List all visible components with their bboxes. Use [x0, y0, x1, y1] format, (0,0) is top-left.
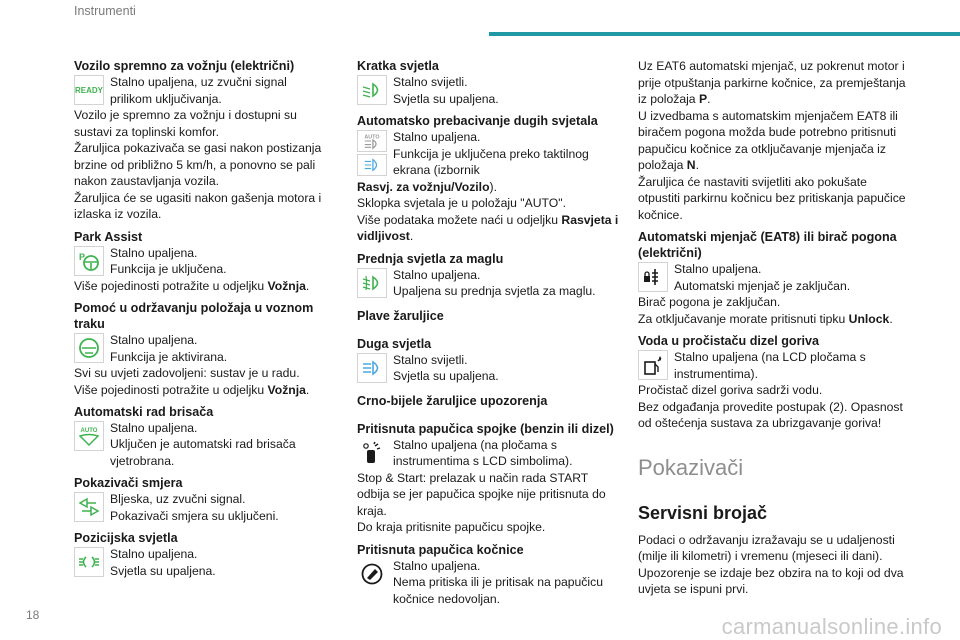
- service-para-2: Upozorenje se izdaje bez obzira na to koji od dva uvjeta se ispuni prvi.: [638, 565, 904, 596]
- svg-text:P: P: [79, 251, 86, 262]
- watermark: carmanualsonline.info: [721, 614, 942, 639]
- turn-signals-icon: [74, 492, 104, 522]
- auto-high-beam-entry: [357, 113, 619, 245]
- auto-high-beam-more: Više podataka možete naći u odjeljku Rasvjeta i vidljivost.: [357, 212, 619, 243]
- park-assist-function: Funkcija je uključena.: [110, 262, 227, 276]
- auto-high-beam-icon-text: AUTO: [364, 134, 380, 141]
- lane-assist-icon: [74, 333, 104, 363]
- auto-high-beam-icon: [357, 130, 387, 152]
- auto-high-beam-function: Funkcija je uključena preko taktilnog ekrana (izbornik: [393, 146, 589, 177]
- park-assist-entry: [74, 229, 326, 295]
- auto-high-beam-title: Automatsko prebacivanje dugih svjetala: [357, 114, 598, 128]
- ready-desc-3: Žaruljica će se ugasiti nakon gašenja motora i izlaska iz vozila.: [74, 190, 322, 221]
- front-fog-status: Stalno upaljena.: [393, 267, 481, 282]
- ready-desc-1: Vozilo je spremno za vožnju i dostupni su sustavi za toplinski komfor.: [74, 108, 297, 139]
- low-beam-entry: [357, 58, 619, 107]
- high-beam-entry: [357, 336, 619, 385]
- water-in-diesel-icon: [638, 350, 668, 380]
- clutch-pedal-status: Stalno upaljena (na pločama s instrumentima s LCD simbolima).: [393, 437, 573, 468]
- auto-high-beam-status: Stalno upaljena.: [393, 130, 481, 144]
- low-beam-icon: [357, 75, 387, 105]
- auto-high-beam-switch: Sklopka svjetala je u položaju "AUTO".: [357, 196, 566, 210]
- water-in-diesel-title: Voda u pročistaču dizel goriva: [638, 334, 820, 348]
- brake-pedal-desc: Nema pritiska ili je pritisak na papučicu kočnice nedovoljan.: [393, 575, 603, 606]
- front-fog-icon: [357, 268, 387, 298]
- brake-pedal-status: Stalno upaljena.: [393, 558, 481, 573]
- page-number: 18: [26, 608, 40, 622]
- water-in-diesel-entry: [638, 333, 908, 432]
- header-accent-bar: [489, 32, 960, 36]
- turn-signals-entry: [74, 475, 326, 524]
- park-assist-status: Stalno upaljena.: [110, 245, 198, 260]
- side-lights-title: Pozicijska svjetla: [74, 531, 178, 545]
- ready-status: Stalno upaljena, uz zvučni signal prilikom uključivanja.: [110, 75, 287, 106]
- brake-pedal-entry: [357, 542, 619, 608]
- ready-icon-text: READY: [74, 86, 104, 95]
- high-beam-icon: [357, 353, 387, 383]
- clutch-pedal-action: Do kraja pritisnite papučicu spojke.: [357, 520, 546, 534]
- auto-wiper-desc: Uključen je automatski rad brisača vjetrobrana.: [110, 437, 296, 468]
- side-lights-entry: [74, 530, 326, 579]
- eat8-note: U izvedbama s automatskim mjenjačem EAT8 ili biračem pogona možda bude potrebno pritisnuti papučicu kočnice za otključavanje mjenjača iz položaja N.: [638, 108, 898, 172]
- gearbox-entry: [638, 229, 908, 327]
- ready-icon: [74, 75, 104, 105]
- eat6-note: Uz EAT6 automatski mjenjač, uz pokrenut motor i prije otpuštanja parkirne kočnice, za premještanja iz položaja P.: [638, 59, 906, 106]
- front-fog-title: Prednja svjetla za maglu: [357, 251, 504, 266]
- park-assist-icon: [74, 246, 104, 276]
- service-para-1: Podaci o održavanju izražavaju se u udaljenosti (milje ili kilometri) i vremenu (mjeseci ili dani).: [638, 532, 895, 563]
- eat8-lamp-note: Žaruljica će nastaviti svijetliti ako pokušate otpustiti parkirnu kočnicu bez pritiskanja papučice kočnice.: [638, 174, 906, 222]
- brake-pedal-title: Pritisnuta papučica kočnice: [357, 542, 524, 557]
- water-in-diesel-desc: Pročistač dizel goriva sadrži vodu.: [638, 383, 823, 397]
- auto-wiper-icon-text: AUTO: [80, 428, 98, 434]
- lane-assist-more: Više pojedinosti potražite u odjeljku Vožnja.: [74, 382, 310, 397]
- bw-lamps-heading: Crno-bijele žaruljice upozorenja: [357, 393, 548, 408]
- section-heading: Pokazivači: [638, 454, 744, 480]
- gearbox-unlock-note: Za otključavanje morate pritisnuti tipku Unlock.: [638, 311, 893, 326]
- lane-assist-status: Stalno upaljena.: [110, 333, 198, 347]
- water-in-diesel-action: Bez odgađanja provedite postupak (2). Opasnost od oštećenja sustava za ubrizgavanje goriva!: [638, 399, 903, 430]
- brake-pedal-icon: [357, 559, 387, 589]
- low-beam-desc: Svjetla su upaljena.: [393, 91, 499, 106]
- header-title: Instrumenti: [74, 4, 136, 18]
- ready-entry: [74, 58, 326, 223]
- auto-high-beam-menu: Rasvj. za vožnju/Vozilo).: [357, 179, 497, 194]
- gearbox-lock-icon: [638, 262, 668, 292]
- lane-assist-function: Funkcija je aktivirana.: [110, 349, 228, 364]
- clutch-pedal-icon: [357, 438, 387, 468]
- auto-wiper-icon: [74, 421, 104, 451]
- clutch-pedal-entry: [357, 421, 619, 536]
- column-2: [357, 58, 619, 613]
- park-assist-more: Više pojedinosti potražite u odjeljku Vožnja.: [74, 278, 310, 293]
- low-beam-title: Kratka svjetla: [357, 59, 439, 73]
- gearbox-status: Stalno upaljena.: [674, 262, 762, 276]
- auto-wiper-title: Automatski rad brisača: [74, 405, 214, 419]
- high-beam-status: Stalno svijetli.: [393, 352, 468, 367]
- low-beam-status: Stalno svijetli.: [393, 75, 468, 89]
- lane-assist-conditions: Svi su uvjeti zadovoljeni: sustav je u radu.: [74, 366, 300, 380]
- high-beam-title: Duga svjetla: [357, 336, 432, 351]
- side-lights-status: Stalno upaljena.: [110, 547, 198, 561]
- high-beam-desc: Svjetla su upaljena.: [393, 369, 499, 383]
- column-3: [638, 58, 908, 598]
- gearbox-title: Automatski mjenjač (EAT8) ili birač pogona (električni): [638, 230, 897, 260]
- clutch-pedal-title: Pritisnuta papučica spojke (benzin ili dizel): [357, 421, 614, 436]
- front-fog-desc: Upaljena su prednja svjetla za maglu.: [393, 284, 596, 298]
- turn-signals-title: Pokazivači smjera: [74, 476, 183, 490]
- auto-wiper-status: Stalno upaljena.: [110, 421, 198, 435]
- ready-title: Vozilo spremno za vožnju (električni): [74, 59, 295, 73]
- gearbox-desc: Automatski mjenjač je zaključan.: [674, 278, 851, 293]
- side-lights-icon: [74, 547, 104, 577]
- blue-lamps-heading: Plave žaruljice: [357, 308, 444, 323]
- front-fog-entry: [357, 251, 619, 300]
- clutch-pedal-stopstart: Stop & Start: prelazak u način rada START odbija se jer papučica spojke nije pritisnuta do kraja.: [357, 470, 606, 518]
- lane-assist-title: Pomoć u održavanju položaja u voznom traku: [74, 301, 314, 331]
- auto-wiper-entry: [74, 404, 326, 469]
- service-heading: Servisni brojač: [638, 502, 768, 523]
- lane-assist-entry: [74, 300, 326, 398]
- side-lights-desc: Svjetla su upaljena.: [110, 563, 216, 578]
- turn-signals-status: Bljeska, uz zvučni signal.: [110, 492, 246, 506]
- turn-signals-desc: Pokazivači smjera su uključeni.: [110, 508, 279, 523]
- water-in-diesel-status: Stalno upaljena (na LCD pločama s instrumentima).: [674, 350, 866, 381]
- ready-desc-2: Žaruljica pokazivača se gasi nakon postizanja brzine od približno 5 km/h, a ponovno se pali nakon zaustavljanja vozila.: [74, 141, 322, 188]
- auto-high-beam-icon-group: [357, 130, 387, 176]
- park-assist-title: Park Assist: [74, 229, 143, 244]
- column-1: [74, 58, 326, 585]
- drive-selector-desc: Birač pogona je zaključan.: [638, 295, 781, 309]
- auto-high-beam-icon-blue: [357, 154, 387, 176]
